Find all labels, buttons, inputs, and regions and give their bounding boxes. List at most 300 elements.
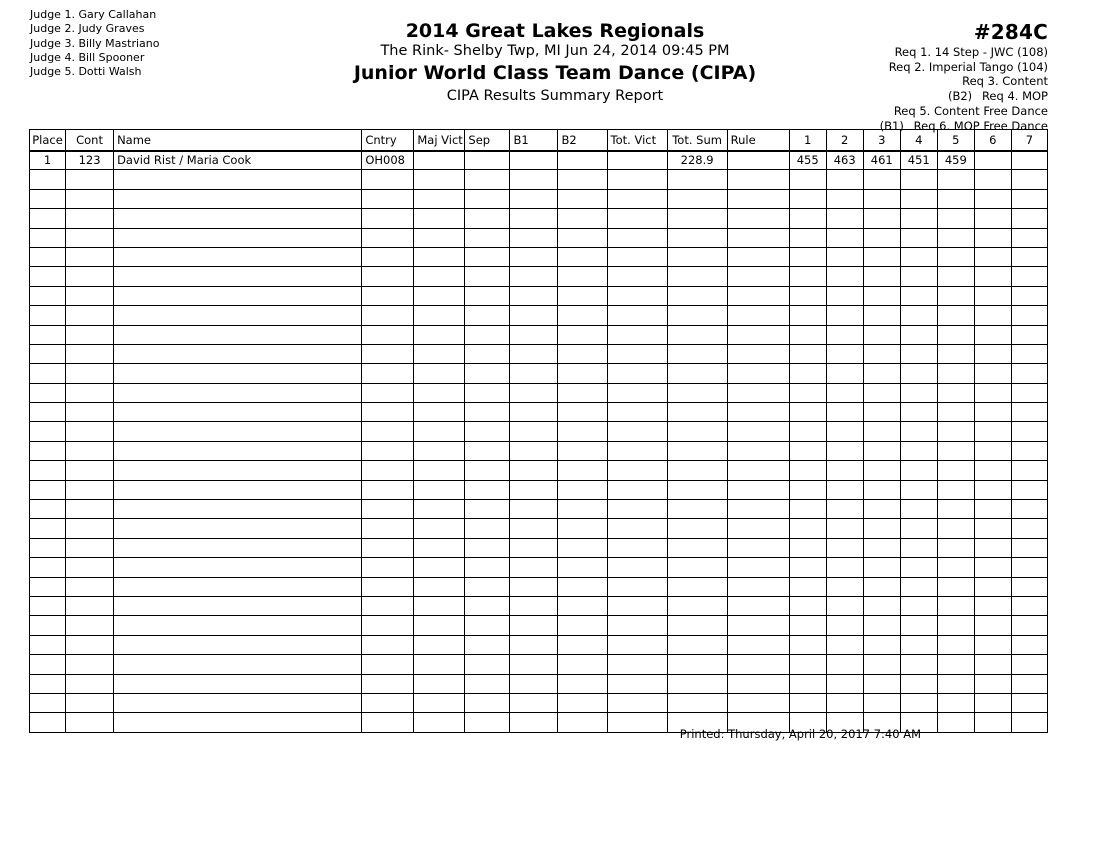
cell-b2 xyxy=(558,170,607,189)
table-row[interactable] xyxy=(30,364,1048,383)
cell-b2 xyxy=(558,151,607,170)
cell-place xyxy=(30,538,66,557)
cell-cont xyxy=(66,500,114,519)
cell-maj_vict xyxy=(414,500,465,519)
cell-j6 xyxy=(974,306,1011,325)
judge-name: Dotti Walsh xyxy=(78,65,142,79)
cell-cont xyxy=(66,674,114,693)
cell-maj_vict xyxy=(414,247,465,266)
cell-j6 xyxy=(974,461,1011,480)
cell-sep xyxy=(465,422,510,441)
cell-sep xyxy=(465,500,510,519)
cell-j7 xyxy=(1011,616,1047,635)
cell-tot_vict xyxy=(607,306,667,325)
judge-row xyxy=(30,8,159,22)
column-header-b2[interactable]: B2 xyxy=(558,130,607,151)
table-row[interactable] xyxy=(30,519,1048,538)
requirement-label: Req 2. Imperial Tango (104) xyxy=(888,59,1048,74)
requirement-label: Req 5. Content Free Dance xyxy=(893,103,1048,118)
table-row[interactable] xyxy=(30,189,1048,208)
cell-b1 xyxy=(510,383,558,402)
cell-j6 xyxy=(974,189,1011,208)
judge-row xyxy=(30,65,159,79)
cell-j3 xyxy=(863,519,900,538)
cell-name xyxy=(114,480,362,499)
cell-name xyxy=(114,325,362,344)
cell-maj_vict xyxy=(414,267,465,286)
cell-cont: 123 xyxy=(66,151,114,170)
cell-name xyxy=(114,616,362,635)
cell-cont xyxy=(66,558,114,577)
cell-name xyxy=(114,189,362,208)
cell-place xyxy=(30,674,66,693)
cell-maj_vict xyxy=(414,616,465,635)
cell-j7 xyxy=(1011,674,1047,693)
cell-j5 xyxy=(937,267,974,286)
cell-sep xyxy=(465,151,510,170)
cell-j6 xyxy=(974,596,1011,615)
cell-cntry xyxy=(362,325,414,344)
cell-b2 xyxy=(558,519,607,538)
cell-tot_sum xyxy=(667,577,727,596)
cell-maj_vict xyxy=(414,538,465,557)
table-header-row xyxy=(30,130,1048,151)
cell-b1 xyxy=(510,364,558,383)
cell-place xyxy=(30,558,66,577)
cell-j2 xyxy=(826,422,863,441)
cell-name xyxy=(114,655,362,674)
cell-rule xyxy=(727,209,789,228)
cell-j3: 461 xyxy=(863,151,900,170)
cell-name xyxy=(114,596,362,615)
table-row[interactable] xyxy=(30,325,1048,344)
cell-cntry xyxy=(362,519,414,538)
judge-name: Billy Mastriano xyxy=(78,36,160,50)
cell-rule xyxy=(727,538,789,557)
table-row[interactable] xyxy=(30,538,1048,557)
table-row[interactable] xyxy=(30,635,1048,654)
table-row[interactable] xyxy=(30,693,1048,712)
cell-j1 xyxy=(789,170,826,189)
cell-b2 xyxy=(558,693,607,712)
requirement-label: Req 3. Content xyxy=(962,74,1048,89)
cell-tot_vict xyxy=(607,228,667,247)
cell-b2 xyxy=(558,596,607,615)
cell-j4 xyxy=(900,306,937,325)
cell-j3 xyxy=(863,383,900,402)
cell-tot_sum xyxy=(667,364,727,383)
event-venue-datetime: The Rink- Shelby Twp, MI Jun 24, 2014 09:45 PM xyxy=(380,43,730,59)
report-header xyxy=(0,0,1100,133)
cell-b1 xyxy=(510,228,558,247)
cell-j2 xyxy=(826,286,863,305)
cell-cntry xyxy=(362,286,414,305)
cell-cntry xyxy=(362,500,414,519)
cell-j6 xyxy=(974,500,1011,519)
cell-rule xyxy=(727,247,789,266)
cell-b1 xyxy=(510,577,558,596)
cell-cntry xyxy=(362,228,414,247)
cell-tot_sum xyxy=(667,596,727,615)
column-header-name[interactable]: Name xyxy=(114,130,362,151)
cell-place xyxy=(30,635,66,654)
cell-tot_vict xyxy=(607,596,667,615)
cell-j7 xyxy=(1011,228,1047,247)
cell-name xyxy=(114,403,362,422)
cell-place xyxy=(30,383,66,402)
cell-b2 xyxy=(558,209,607,228)
cell-tot_vict xyxy=(607,480,667,499)
cell-cont xyxy=(66,228,114,247)
judge-row xyxy=(30,22,159,36)
table-row[interactable] xyxy=(30,500,1048,519)
cell-cont xyxy=(66,519,114,538)
cell-j2 xyxy=(826,441,863,460)
table-row[interactable] xyxy=(30,616,1048,635)
title-block xyxy=(290,20,820,106)
cell-tot_vict xyxy=(607,674,667,693)
requirement-row xyxy=(855,74,1048,89)
cell-cont xyxy=(66,422,114,441)
column-header-maj_vict[interactable]: Maj Vict xyxy=(414,130,465,151)
cell-sep xyxy=(465,383,510,402)
table-row[interactable] xyxy=(30,306,1048,325)
cell-place xyxy=(30,286,66,305)
cell-place xyxy=(30,325,66,344)
cell-j3 xyxy=(863,655,900,674)
column-header-j3[interactable]: 3 xyxy=(863,130,900,151)
cell-rule xyxy=(727,655,789,674)
cell-j3 xyxy=(863,247,900,266)
column-header-cont[interactable]: Cont xyxy=(66,130,114,151)
table-row[interactable] xyxy=(30,267,1048,286)
cell-j4 xyxy=(900,480,937,499)
cell-maj_vict xyxy=(414,461,465,480)
cell-rule xyxy=(727,267,789,286)
cell-j3 xyxy=(863,228,900,247)
table-row[interactable] xyxy=(30,151,1048,170)
cell-maj_vict xyxy=(414,383,465,402)
table-row[interactable] xyxy=(30,422,1048,441)
cell-tot_vict xyxy=(607,383,667,402)
cell-b2 xyxy=(558,538,607,557)
cell-place xyxy=(30,596,66,615)
cell-j2 xyxy=(826,655,863,674)
table-row[interactable] xyxy=(30,596,1048,615)
cell-j4: 451 xyxy=(900,151,937,170)
judge-row xyxy=(30,51,159,65)
cell-maj_vict xyxy=(414,441,465,460)
cell-b1 xyxy=(510,519,558,538)
cell-tot_sum xyxy=(667,247,727,266)
table-row[interactable] xyxy=(30,655,1048,674)
cell-rule xyxy=(727,151,789,170)
cell-tot_sum xyxy=(667,209,727,228)
cell-j3 xyxy=(863,306,900,325)
cell-tot_sum xyxy=(667,422,727,441)
cell-tot_vict xyxy=(607,325,667,344)
cell-tot_vict xyxy=(607,403,667,422)
cell-maj_vict xyxy=(414,306,465,325)
table-row[interactable] xyxy=(30,228,1048,247)
cell-j5 xyxy=(937,616,974,635)
cell-j1 xyxy=(789,364,826,383)
cell-j1 xyxy=(789,286,826,305)
cell-rule xyxy=(727,441,789,460)
cell-sep xyxy=(465,170,510,189)
cell-place xyxy=(30,480,66,499)
column-header-j1[interactable]: 1 xyxy=(789,130,826,151)
cell-b1 xyxy=(510,693,558,712)
cell-sep xyxy=(465,306,510,325)
cell-maj_vict xyxy=(414,209,465,228)
cell-j1 xyxy=(789,538,826,557)
column-header-j5[interactable]: 5 xyxy=(937,130,974,151)
table-row[interactable] xyxy=(30,461,1048,480)
column-header-j2[interactable]: 2 xyxy=(826,130,863,151)
cell-tot_sum xyxy=(667,228,727,247)
cell-j7 xyxy=(1011,209,1047,228)
cell-j7 xyxy=(1011,441,1047,460)
cell-j3 xyxy=(863,403,900,422)
cell-j3 xyxy=(863,170,900,189)
cell-tot_sum xyxy=(667,286,727,305)
cell-tot_sum xyxy=(667,461,727,480)
cell-j4 xyxy=(900,655,937,674)
cell-b1 xyxy=(510,616,558,635)
cell-j2 xyxy=(826,267,863,286)
cell-maj_vict xyxy=(414,189,465,208)
cell-rule xyxy=(727,558,789,577)
table-row[interactable] xyxy=(30,441,1048,460)
cell-name xyxy=(114,538,362,557)
cell-place xyxy=(30,403,66,422)
cell-j5 xyxy=(937,189,974,208)
cell-cntry xyxy=(362,364,414,383)
cell-b1 xyxy=(510,635,558,654)
results-table xyxy=(29,129,1048,733)
cell-place xyxy=(30,170,66,189)
event-title: 2014 Great Lakes Regionals xyxy=(405,20,705,42)
cell-cont xyxy=(66,538,114,557)
cell-place xyxy=(30,422,66,441)
column-header-b1[interactable]: B1 xyxy=(510,130,558,151)
judge-label: Judge xyxy=(30,8,65,21)
cell-cont xyxy=(66,655,114,674)
cell-place xyxy=(30,209,66,228)
cell-sep xyxy=(465,693,510,712)
cell-place xyxy=(30,267,66,286)
cell-cont xyxy=(66,635,114,654)
judge-row xyxy=(30,37,159,51)
column-header-j4[interactable]: 4 xyxy=(900,130,937,151)
cell-sep xyxy=(465,286,510,305)
cell-b1 xyxy=(510,441,558,460)
cell-place xyxy=(30,441,66,460)
cell-j5 xyxy=(937,480,974,499)
cell-b1 xyxy=(510,403,558,422)
cell-j7 xyxy=(1011,461,1047,480)
cell-cont xyxy=(66,480,114,499)
cell-j7 xyxy=(1011,655,1047,674)
cell-j7 xyxy=(1011,383,1047,402)
cell-j4 xyxy=(900,635,937,654)
judge-number: 2. xyxy=(64,22,79,36)
cell-j4 xyxy=(900,344,937,363)
cell-name xyxy=(114,519,362,538)
cell-maj_vict xyxy=(414,655,465,674)
cell-b2 xyxy=(558,228,607,247)
cell-j1 xyxy=(789,635,826,654)
cell-j6 xyxy=(974,577,1011,596)
cell-cntry xyxy=(362,422,414,441)
cell-b1 xyxy=(510,538,558,557)
table-row[interactable] xyxy=(30,286,1048,305)
cell-cntry xyxy=(362,538,414,557)
cell-tot_vict xyxy=(607,286,667,305)
requirement-row xyxy=(855,104,1048,119)
table-row[interactable] xyxy=(30,383,1048,402)
cell-tot_vict xyxy=(607,189,667,208)
cell-tot_vict xyxy=(607,151,667,170)
judge-name: Gary Callahan xyxy=(78,8,157,21)
table-row[interactable] xyxy=(30,170,1048,189)
cell-name xyxy=(114,674,362,693)
cell-j6 xyxy=(974,558,1011,577)
cell-place xyxy=(30,228,66,247)
cell-place xyxy=(30,306,66,325)
cell-b2 xyxy=(558,344,607,363)
cell-rule xyxy=(727,325,789,344)
table-row[interactable] xyxy=(30,344,1048,363)
cell-tot_vict xyxy=(607,500,667,519)
column-header-place[interactable]: Place xyxy=(30,130,66,151)
cell-b2 xyxy=(558,674,607,693)
cell-maj_vict xyxy=(414,344,465,363)
cell-j7 xyxy=(1011,500,1047,519)
cell-cont xyxy=(66,596,114,615)
column-header-j7[interactable]: 7 xyxy=(1011,130,1047,151)
cell-j5 xyxy=(937,441,974,460)
cell-tot_vict xyxy=(607,364,667,383)
column-header-j6[interactable]: 6 xyxy=(974,130,1011,151)
cell-tot_sum xyxy=(667,519,727,538)
cell-j2 xyxy=(826,228,863,247)
cell-j2 xyxy=(826,635,863,654)
table-row[interactable] xyxy=(30,209,1048,228)
cell-tot_sum xyxy=(667,170,727,189)
cell-tot_sum xyxy=(667,403,727,422)
cell-j6 xyxy=(974,364,1011,383)
cell-cont xyxy=(66,441,114,460)
cell-j1 xyxy=(789,558,826,577)
cell-maj_vict xyxy=(414,364,465,383)
cell-tot_sum xyxy=(667,693,727,712)
cell-j2 xyxy=(826,577,863,596)
judge-label: Judge xyxy=(30,65,65,79)
cell-rule xyxy=(727,596,789,615)
cell-tot_sum xyxy=(667,325,727,344)
cell-b2 xyxy=(558,655,607,674)
cell-j7 xyxy=(1011,635,1047,654)
cell-tot_vict xyxy=(607,577,667,596)
cell-j1 xyxy=(789,519,826,538)
cell-j3 xyxy=(863,325,900,344)
cell-tot_vict xyxy=(607,209,667,228)
cell-cntry xyxy=(362,674,414,693)
cell-b1 xyxy=(510,500,558,519)
cell-b1 xyxy=(510,655,558,674)
cell-j2 xyxy=(826,189,863,208)
cell-j1 xyxy=(789,480,826,499)
cell-tot_vict xyxy=(607,519,667,538)
cell-name xyxy=(114,383,362,402)
cell-tot_sum xyxy=(667,441,727,460)
cell-j4 xyxy=(900,325,937,344)
cell-cntry xyxy=(362,558,414,577)
cell-j3 xyxy=(863,674,900,693)
cell-cntry xyxy=(362,209,414,228)
table-row[interactable] xyxy=(30,558,1048,577)
column-header-sep[interactable]: Sep xyxy=(465,130,510,151)
cell-j3 xyxy=(863,558,900,577)
cell-j3 xyxy=(863,538,900,557)
cell-j4 xyxy=(900,286,937,305)
table-row[interactable] xyxy=(30,403,1048,422)
cell-j1 xyxy=(789,674,826,693)
cell-j2 xyxy=(826,403,863,422)
cell-cont xyxy=(66,364,114,383)
cell-j2: 463 xyxy=(826,151,863,170)
cell-j4 xyxy=(900,538,937,557)
table-row[interactable] xyxy=(30,674,1048,693)
column-header-tot_sum[interactable]: Tot. Sum xyxy=(667,130,727,151)
cell-j3 xyxy=(863,480,900,499)
table-row[interactable] xyxy=(30,480,1048,499)
column-header-rule[interactable]: Rule xyxy=(727,130,789,151)
cell-tot_sum xyxy=(667,267,727,286)
cell-cntry xyxy=(362,189,414,208)
table-row[interactable] xyxy=(30,247,1048,266)
column-header-tot_vict[interactable]: Tot. Vict xyxy=(607,130,667,151)
cell-j7 xyxy=(1011,596,1047,615)
cell-b1 xyxy=(510,209,558,228)
cell-tot_sum xyxy=(667,674,727,693)
cell-j1 xyxy=(789,596,826,615)
cell-j1 xyxy=(789,247,826,266)
cell-j4 xyxy=(900,519,937,538)
cell-b2 xyxy=(558,364,607,383)
cell-maj_vict xyxy=(414,674,465,693)
cell-tot_vict xyxy=(607,558,667,577)
cell-j3 xyxy=(863,441,900,460)
cell-cntry xyxy=(362,596,414,615)
table-row[interactable] xyxy=(30,577,1048,596)
cell-rule xyxy=(727,306,789,325)
cell-tot_sum xyxy=(667,306,727,325)
cell-j5 xyxy=(937,519,974,538)
cell-place xyxy=(30,577,66,596)
cell-j5 xyxy=(937,538,974,557)
column-header-cntry[interactable]: Cntry xyxy=(362,130,414,151)
cell-tot_vict xyxy=(607,422,667,441)
cell-cont xyxy=(66,286,114,305)
cell-j4 xyxy=(900,500,937,519)
cell-b1 xyxy=(510,267,558,286)
event-number: #284C xyxy=(973,20,1048,44)
cell-b2 xyxy=(558,306,607,325)
cell-j4 xyxy=(900,403,937,422)
